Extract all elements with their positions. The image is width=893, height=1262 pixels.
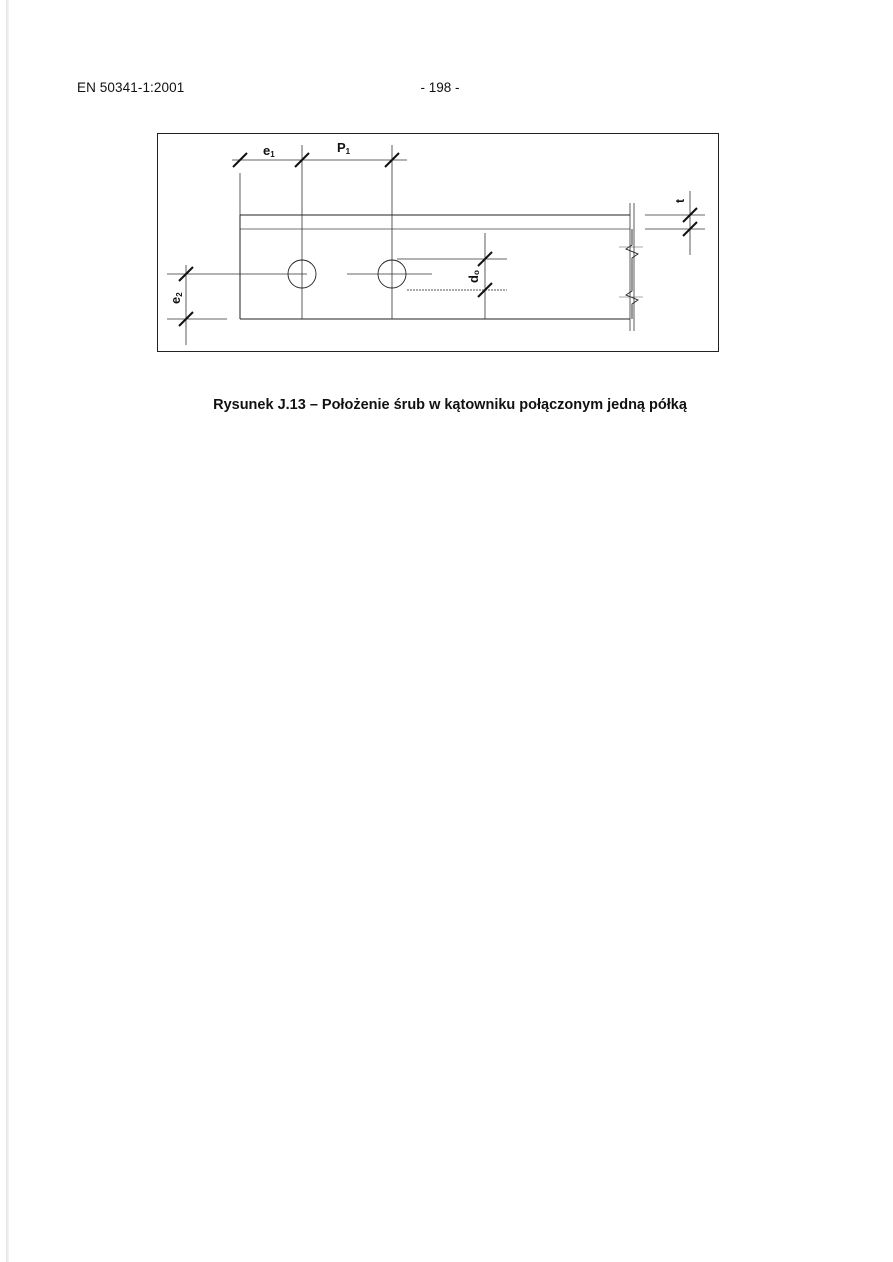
angle-section-drawing (157, 133, 719, 353)
figure-caption: Rysunek J.13 – Położenie śrub w kątowniku połączonym jedną półką (213, 397, 687, 413)
d0-label: do (466, 270, 481, 283)
bolt-position-figure (157, 133, 719, 353)
document-id: EN 50341-1:2001 (77, 80, 185, 95)
t-label: t (673, 199, 687, 203)
break-zigzag (626, 229, 638, 319)
p1-label: P1 (337, 140, 351, 156)
e1-label: e1 (263, 143, 275, 159)
page-number: - 198 - (420, 80, 460, 95)
scan-edge-shadow (6, 0, 9, 1262)
e2-label: e2 (168, 292, 184, 304)
